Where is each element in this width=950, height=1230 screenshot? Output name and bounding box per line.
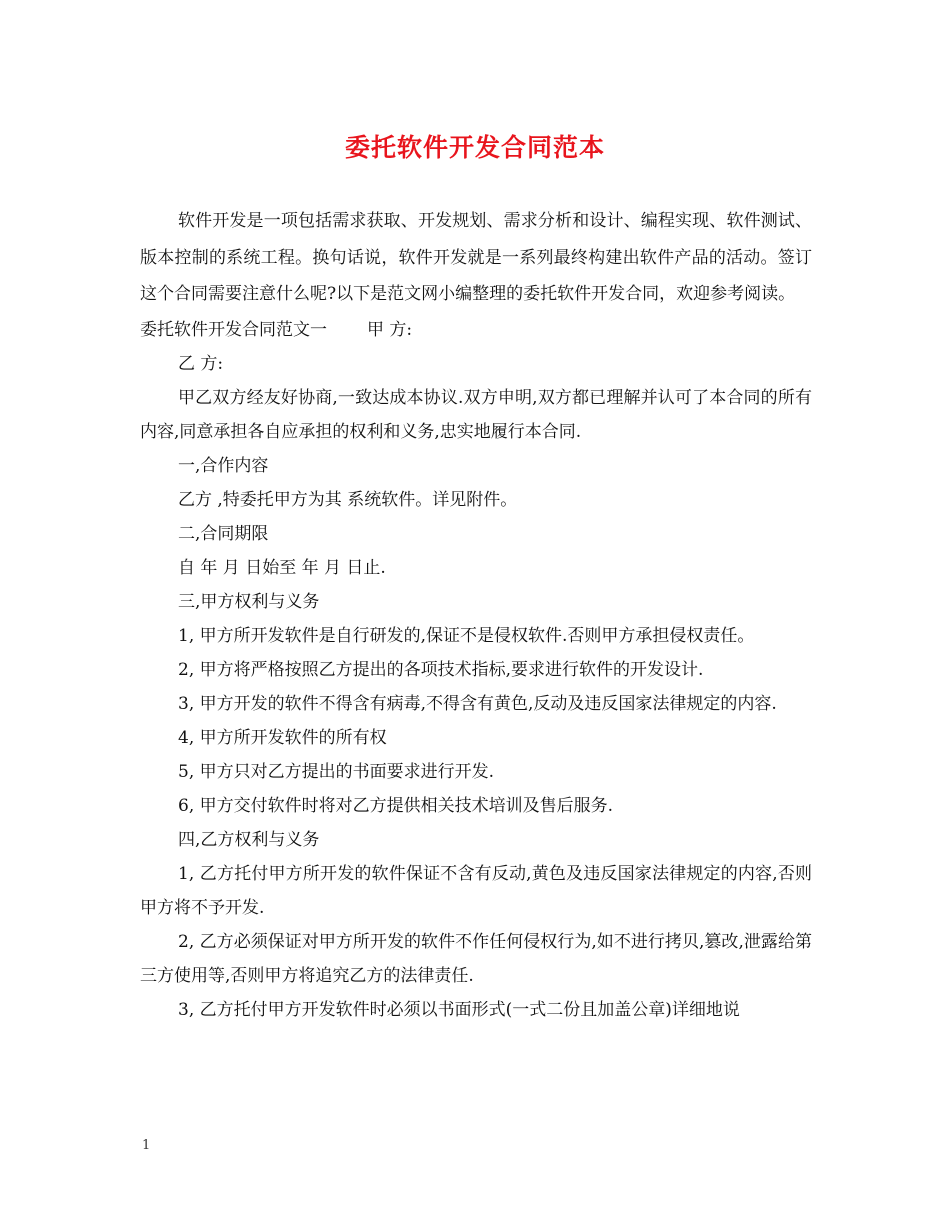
section-2-text: 自 年 月 日始至 年 月 日止. xyxy=(178,557,386,578)
party-b-label: 乙 方: xyxy=(178,353,224,374)
page-number: 1 xyxy=(142,1138,151,1153)
section-1-title: 一,合作内容 xyxy=(178,455,269,476)
section-2-title: 二,合同期限 xyxy=(178,523,269,544)
document-body xyxy=(140,203,812,1027)
document-title: 委托软件开发合同范本 xyxy=(344,133,605,162)
sample-heading-line xyxy=(140,313,812,347)
section-3-item: 2, 甲方将严格按照乙方提出的各项技术指标,要求进行软件的开发设计. xyxy=(178,659,704,680)
section-4-title: 四,乙方权利与义务 xyxy=(178,829,320,850)
section-3-item: 3, 甲方开发的软件不得含有病毒,不得含有黄色,反动及违反国家法律规定的内容. xyxy=(178,693,777,714)
section-3-item: 4, 甲方所开发软件的所有权 xyxy=(178,727,387,748)
section-3-item: 1, 甲方所开发软件是自行研发的,保证不是侵权软件.否则甲方承担侵权责任。 xyxy=(178,625,755,646)
intro-paragraph: 软件开发是一项包括需求获取、开发规划、需求分析和设计、编程实现、软件测试、版本控制的系统工程。换句话说，软件开发就是一系列最终构建出软件产品的活动。签订这个合同需要注意什么呢?以下是范文网小编整理的委托软件开发合同，欢迎参考阅读。 xyxy=(140,211,812,304)
agreement-paragraph: 甲乙双方经友好协商,一致达成本协议.双方申明,双方都已理解并认可了本合同的所有内容,同意承担各自应承担的权利和义务,忠实地履行本合同. xyxy=(140,387,812,442)
section-4-item: 1, 乙方托付甲方所开发的软件保证不含有反动,黄色及违反国家法律规定的内容,否则甲方将不予开发. xyxy=(140,863,812,918)
sample-heading: 委托软件开发合同范文一 xyxy=(140,319,327,340)
section-4-item: 3, 乙方托付甲方开发软件时必须以书面形式(一式二份且加盖公章)详细地说 xyxy=(178,999,740,1020)
section-4-item: 2, 乙方必须保证对甲方所开发的软件不作任何侵权行为,如不进行拷贝,篡改,泄露给第三方使用等,否则甲方将追究乙方的法律责任. xyxy=(140,931,812,986)
section-1-text: 乙方 ,特委托甲方为其 系统软件。详见附件。 xyxy=(178,489,518,510)
section-3-title: 三,甲方权利与义务 xyxy=(178,591,320,612)
section-3-item: 5, 甲方只对乙方提出的书面要求进行开发. xyxy=(178,761,495,782)
section-3-item: 6, 甲方交付软件时将对乙方提供相关技术培训及售后服务. xyxy=(178,795,614,816)
party-a-label: 甲 方: xyxy=(367,319,413,340)
